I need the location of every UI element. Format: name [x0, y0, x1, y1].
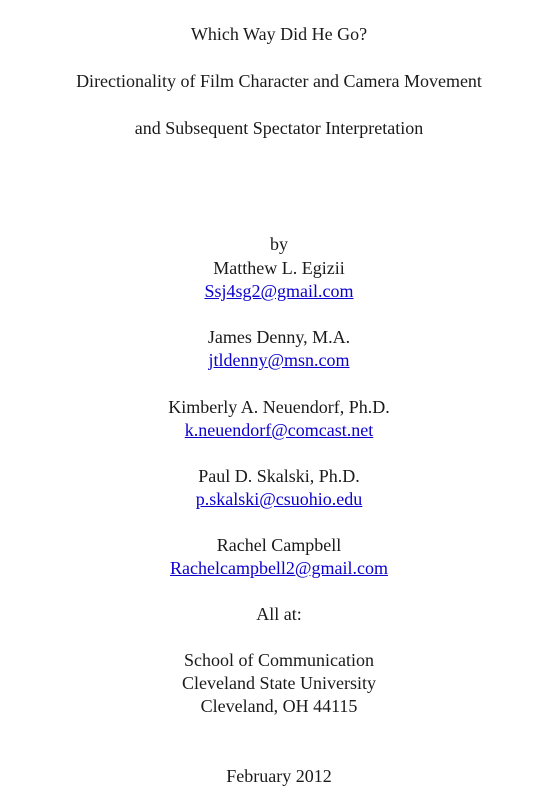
author-email-row [0, 557, 558, 579]
author-name: Rachel Campbell [216, 535, 342, 555]
paper-subtitle-line-1: Directionality of Film Character and Camera Movement [76, 71, 482, 91]
publication-date: February 2012 [226, 766, 332, 786]
affiliation-school: School of Communication [184, 650, 374, 670]
paper-title: Which Way Did He Go? [190, 24, 368, 44]
author-name: Kimberly A. Neuendorf, Ph.D. [168, 397, 390, 417]
affiliation-intro: All at: [256, 604, 302, 624]
author-name: Paul D. Skalski, Ph.D. [198, 466, 360, 486]
author-name: Matthew L. Egizii [213, 258, 345, 278]
author-email-row [0, 280, 558, 302]
author-email-link[interactable]: Ssj4sg2@gmail.com [204, 281, 354, 301]
author-email-link[interactable]: k.neuendorf@comcast.net [184, 420, 374, 440]
author-email-link[interactable]: p.skalski@csuohio.edu [195, 489, 363, 509]
byline: by [270, 234, 288, 254]
author-email-link[interactable]: Rachelcampbell2@gmail.com [169, 558, 388, 578]
author-name: James Denny, M.A. [207, 327, 351, 347]
author-email-row [0, 419, 558, 441]
author-email-row [0, 349, 558, 371]
affiliation-city: Cleveland, OH 44115 [200, 696, 358, 716]
affiliation-university: Cleveland State University [182, 673, 376, 693]
author-email-row [0, 488, 558, 510]
paper-subtitle-line-2: and Subsequent Spectator Interpretation [134, 118, 424, 138]
author-email-link[interactable]: jtldenny@msn.com [208, 350, 350, 370]
